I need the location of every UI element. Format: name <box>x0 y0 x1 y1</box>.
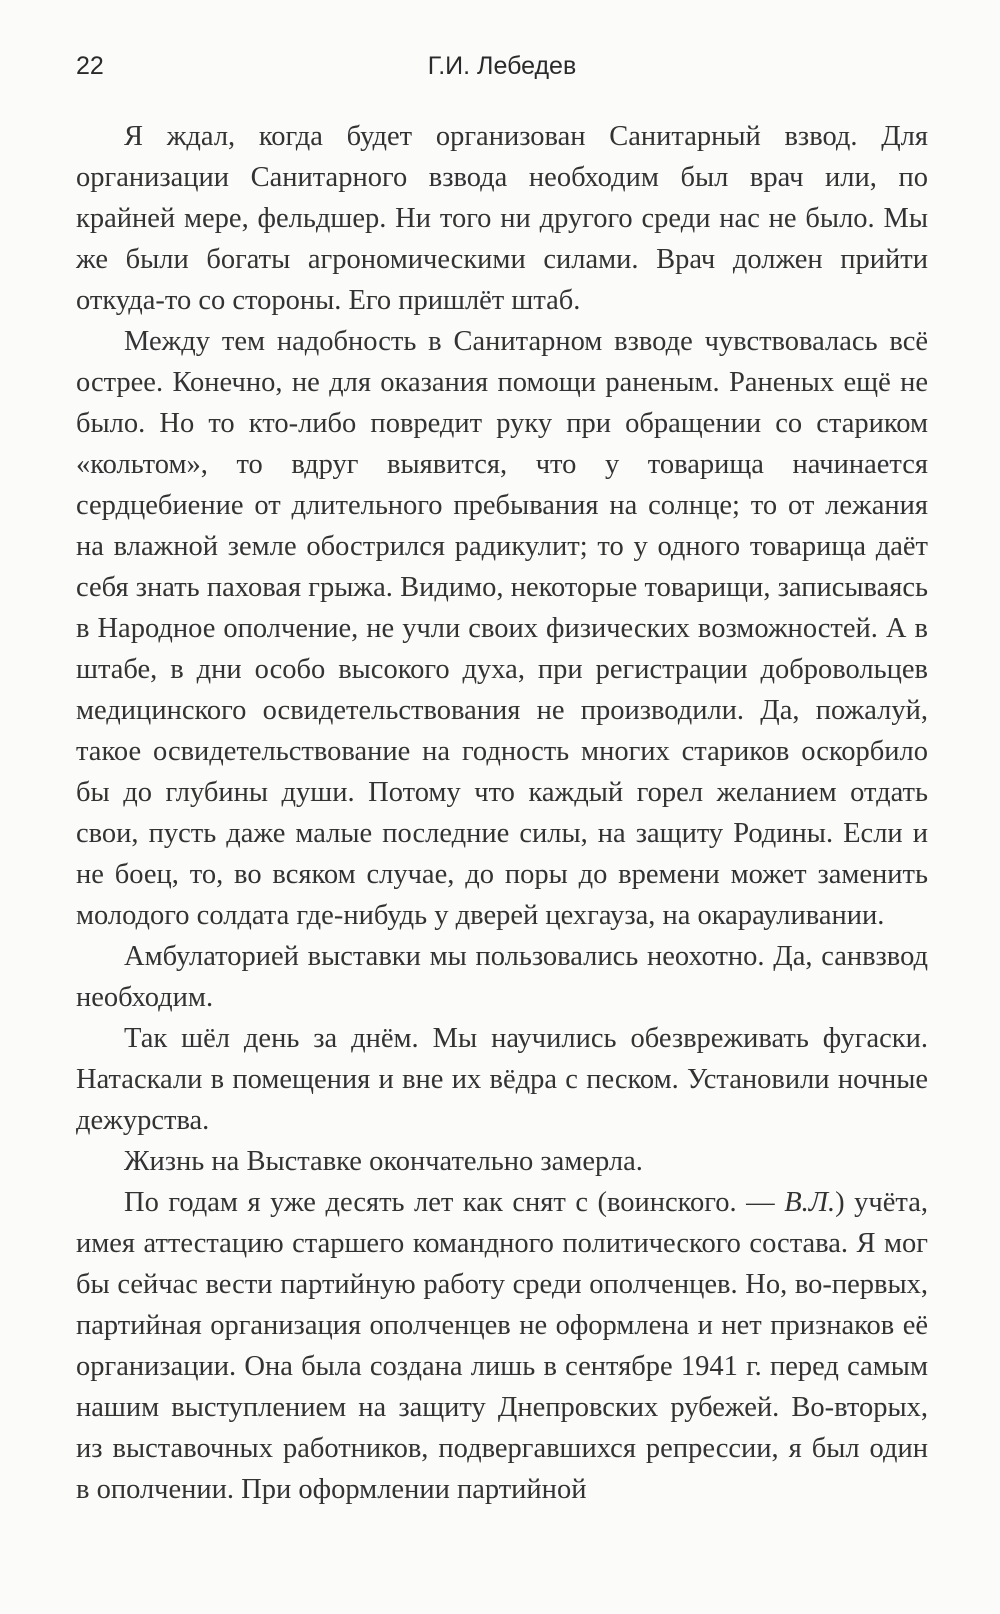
paragraph: Амбулаторией выставки мы пользовались неохотно. Да, санвзвод необходим. <box>76 941 928 1013</box>
paragraph-last <box>76 1182 928 1510</box>
paragraph-text-start: По годам я уже десять лет как снят с (воинского. — <box>124 1187 785 1218</box>
running-title: Г.И. Лебедев <box>427 52 577 80</box>
body-text <box>76 116 928 1510</box>
page-number: 22 <box>76 52 104 80</box>
paragraph: Жизнь на Выставке окончательно замерла. <box>124 1146 643 1177</box>
paragraph: Я ждал, когда будет организован Санитарный взвод. Для организации Санитарного взвода необходим был врач или, по крайней мере, фельдшер. Ни того ни другого среди нас не было. Мы же были богаты агрономическими силами. Врач должен прийти откуда-то со стороны. Его пришлёт штаб. <box>76 121 928 316</box>
page-header <box>76 52 928 92</box>
paragraph: Между тем надобность в Санитарном взводе чувствовалась всё острее. Конечно, не для оказания помощи раненым. Раненых ещё не было. Но то кто-либо повредит руку при обращении со стариком «кольтом», то вдруг выявится, что у товарища начинается сердцебиение от длительного пребывания на солнце; то от лежания на влажной земле обострился радикулит; то у одного товарища даёт себя знать паховая грыжа. Видимо, некоторые товарищи, записываясь в Народное ополчение, не учли своих физических возможностей. А в штабе, в дни особо высокого духа, при регистрации добровольцев медицинского освидетельствования не производили. Да, пожалуй, такое освидетельствование на годность многих стариков оскорбило бы до глубины души. Потому что каждый горел желанием отдать свои, пусть даже малые последние силы, на защиту Родины. Если и не боец, то, во всяком случае, до поры до времени может заменить молодого солдата где-нибудь у дверей цехгауза, на окарауливании. <box>76 326 928 931</box>
paragraph-text-end: ) учёта, имея аттестацию старшего командного политического состава. Я мог бы сейчас вести партийную работу среди ополченцев. Но, во-первых, партийная организация ополченцев не оформлена и нет признаков её организации. Она была создана лишь в сентябре 1941 г. перед самым нашим выступлением на защиту Днепровских рубежей. Во-вторых, из выставочных работников, подвергавшихся репрессии, я был один в ополчении. При оформлении партийной <box>76 1187 928 1505</box>
paragraph: Так шёл день за днём. Мы научились обезвреживать фугаски. Натаскали в помещения и вне их вёдра с песком. Установили ночные дежурства. <box>76 1023 928 1136</box>
author-initials: В.Л. <box>784 1187 836 1218</box>
